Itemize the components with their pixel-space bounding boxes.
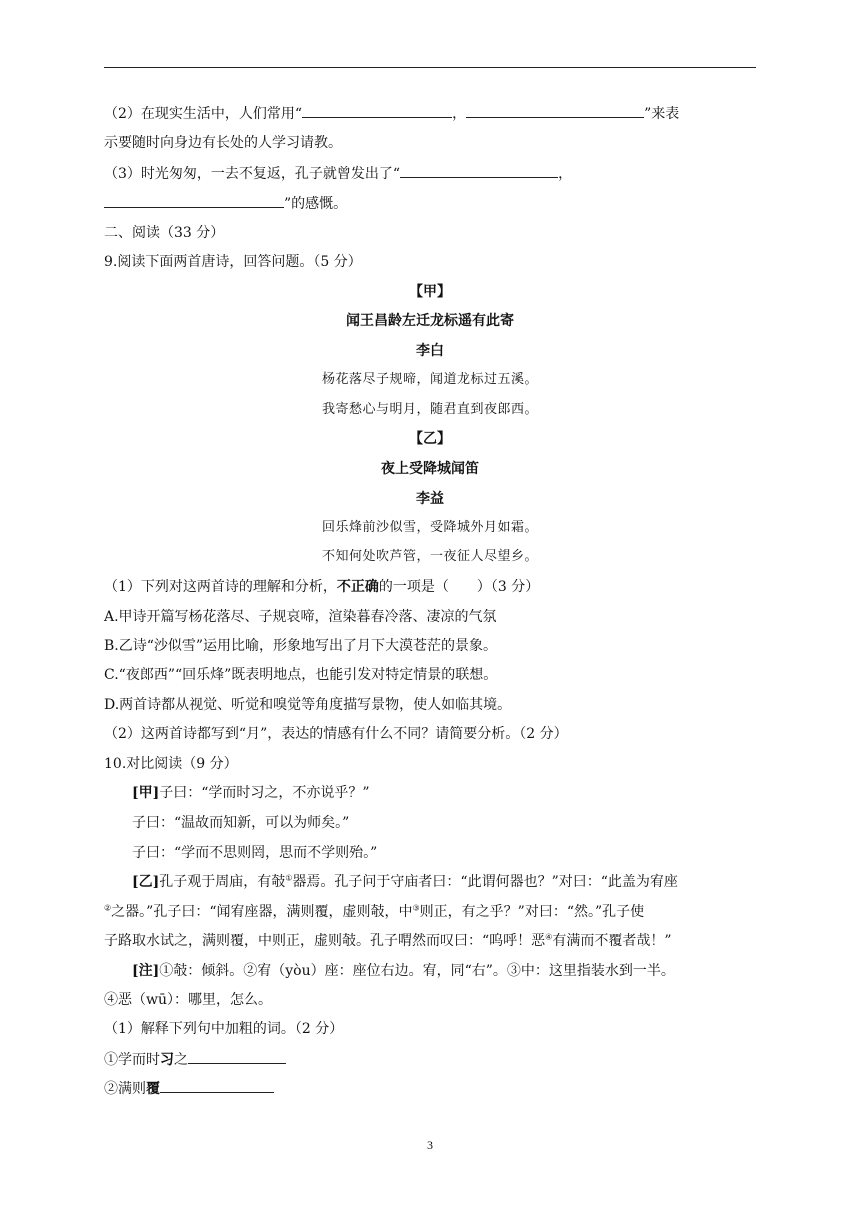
- text-a-tag: [甲]: [132, 785, 160, 801]
- notes-tag: [注]: [132, 963, 160, 979]
- text-a-quote-1: 子曰：“学而时习之，不亦说乎？”: [159, 785, 370, 801]
- answer-blank[interactable]: [466, 103, 644, 118]
- q8-3-line: [104, 163, 756, 184]
- poem-a-line-2: 我寄愁心与明月，随君直到夜郎西。: [321, 402, 538, 417]
- poem-a-title: 闻王昌龄左迁龙标遥有此寄: [346, 313, 514, 329]
- option-a: A.甲诗开篇写杨花落尽、子规哀啼，渲染暮春冷落、凄凉的气氛: [104, 609, 497, 625]
- poem-b-line-2: 不知何处吹芦管，一夜征人尽望乡。: [321, 549, 538, 564]
- text-b-segment: 器焉。孔子问于守庙者曰：“此谓何器也？”对曰：“此盖为宥座: [292, 874, 678, 890]
- poem-b-title: 夜上受降城闻笛: [381, 461, 479, 477]
- text-a-line-1: [104, 783, 756, 803]
- option-c: C.“夜郎西”“回乐烽”既表明地点，也能引发对特定情景的联想。: [104, 667, 498, 683]
- section-heading: 二、阅读（33 分）: [104, 225, 225, 241]
- bold-word: 覆: [146, 1081, 160, 1097]
- text-b-segment: 子路取水试之，满则覆，中则正，虚则攲。孔子喟然而叹曰：“呜呼！恶: [104, 933, 546, 949]
- option-b: B.乙诗“沙似雪”运用比喻，形象地写出了月下大漠苍茫的景象。: [104, 638, 498, 654]
- text-a-line-3: 子曰：“学而不思则罔，思而不学则殆。”: [132, 845, 378, 861]
- notes-line-2: ④恶（wū）：哪里，怎么。: [104, 992, 272, 1008]
- q8-2-prefix: （2）在现实生活中，人们常用“: [104, 106, 303, 122]
- item-text: 之: [174, 1052, 188, 1068]
- q9-sub1-emphasis: 不正确: [336, 579, 379, 595]
- q8-2-continuation: 示要随时向身边有长处的人学习请教。: [104, 135, 342, 151]
- answer-blank[interactable]: [302, 103, 452, 118]
- poem-a-author: 李白: [416, 343, 444, 359]
- answer-blank[interactable]: [188, 1049, 286, 1064]
- text-b-segment: 孔子观于周庙，有攲: [159, 874, 286, 890]
- q8-2-comma: ，: [452, 106, 467, 122]
- text-b-line-2: [104, 902, 756, 922]
- text-a-line-2: 子曰：“温故而知新，可以为师矣。”: [132, 815, 350, 831]
- poem-a-line-1: 杨花落尽子规啼，闻道龙标过五溪。: [321, 372, 538, 387]
- q10-item-1: [104, 1049, 756, 1070]
- q9-sub1: [104, 577, 756, 597]
- answer-blank[interactable]: [160, 1078, 274, 1093]
- bold-word: 习: [160, 1052, 174, 1068]
- footnote-marker: ②: [104, 903, 112, 913]
- notes-line-1: [104, 961, 756, 981]
- q8-2-line: [104, 103, 756, 124]
- text-b-segment: 则正，有之乎？”对曰：“然。”孔子使: [419, 904, 645, 920]
- answer-blank[interactable]: [400, 163, 558, 178]
- poem-b-line-1: 回乐烽前沙似雪，受降城外月如霜。: [321, 520, 538, 535]
- q9-title: 9.阅读下面两首唐诗，回答问题。（5 分）: [104, 254, 362, 270]
- q8-3-comma: ，: [558, 166, 573, 182]
- poem-b-author: 李益: [416, 491, 444, 507]
- poem-b-tag: 【乙】: [409, 431, 451, 447]
- page-number: 3: [427, 1138, 433, 1152]
- q8-3-suffix: ”的感慨。: [284, 196, 348, 212]
- q9-sub1-text: （1）下列对这两首诗的理解和分析，: [104, 579, 337, 595]
- q8-2-suffix: ”来表: [644, 106, 680, 122]
- header-rule: [104, 67, 756, 68]
- text-b-segment: 有满而不覆者哉！”: [552, 933, 672, 949]
- footnote-marker: ③: [412, 903, 420, 913]
- poem-a-tag: 【甲】: [409, 284, 451, 300]
- q8-3-prefix: （3）时光匆匆，一去不复返，孔子就曾发出了“: [104, 166, 401, 182]
- notes-text: ①攲：倾斜。②宥（yòu）座：座位右边。宥，同“右”。③中：这里指装水到一半。: [159, 963, 675, 979]
- q9-sub2: （2）这两首诗都写到“月”，表达的情感有什么不同？请简要分析。（2 分）: [104, 726, 568, 742]
- item-text: ②满则: [104, 1081, 146, 1097]
- footnote-marker: ①: [285, 873, 293, 883]
- text-b-line-3: [104, 931, 756, 951]
- text-b-line-1: [104, 872, 756, 892]
- q9-sub1-text-end: 的一项是（ ）（3 分）: [378, 579, 540, 595]
- answer-blank[interactable]: [104, 193, 284, 208]
- footnote-marker: ④: [545, 932, 553, 942]
- text-b-tag: [乙]: [132, 874, 160, 890]
- q10-sub1: （1）解释下列句中加粗的词。（2 分）: [104, 1021, 344, 1037]
- q10-title: 10.对比阅读（9 分）: [104, 756, 238, 772]
- option-d: D.两首诗都从视觉、听觉和嗅觉等角度描写景物，使人如临其境。: [104, 697, 512, 713]
- item-text: ①学而时: [104, 1052, 160, 1068]
- q8-3-line-2: [104, 193, 756, 214]
- q10-item-2: [104, 1078, 756, 1099]
- text-b-segment: 之器。”孔子曰：“闻宥座器，满则覆，虚则攲，中: [111, 904, 413, 920]
